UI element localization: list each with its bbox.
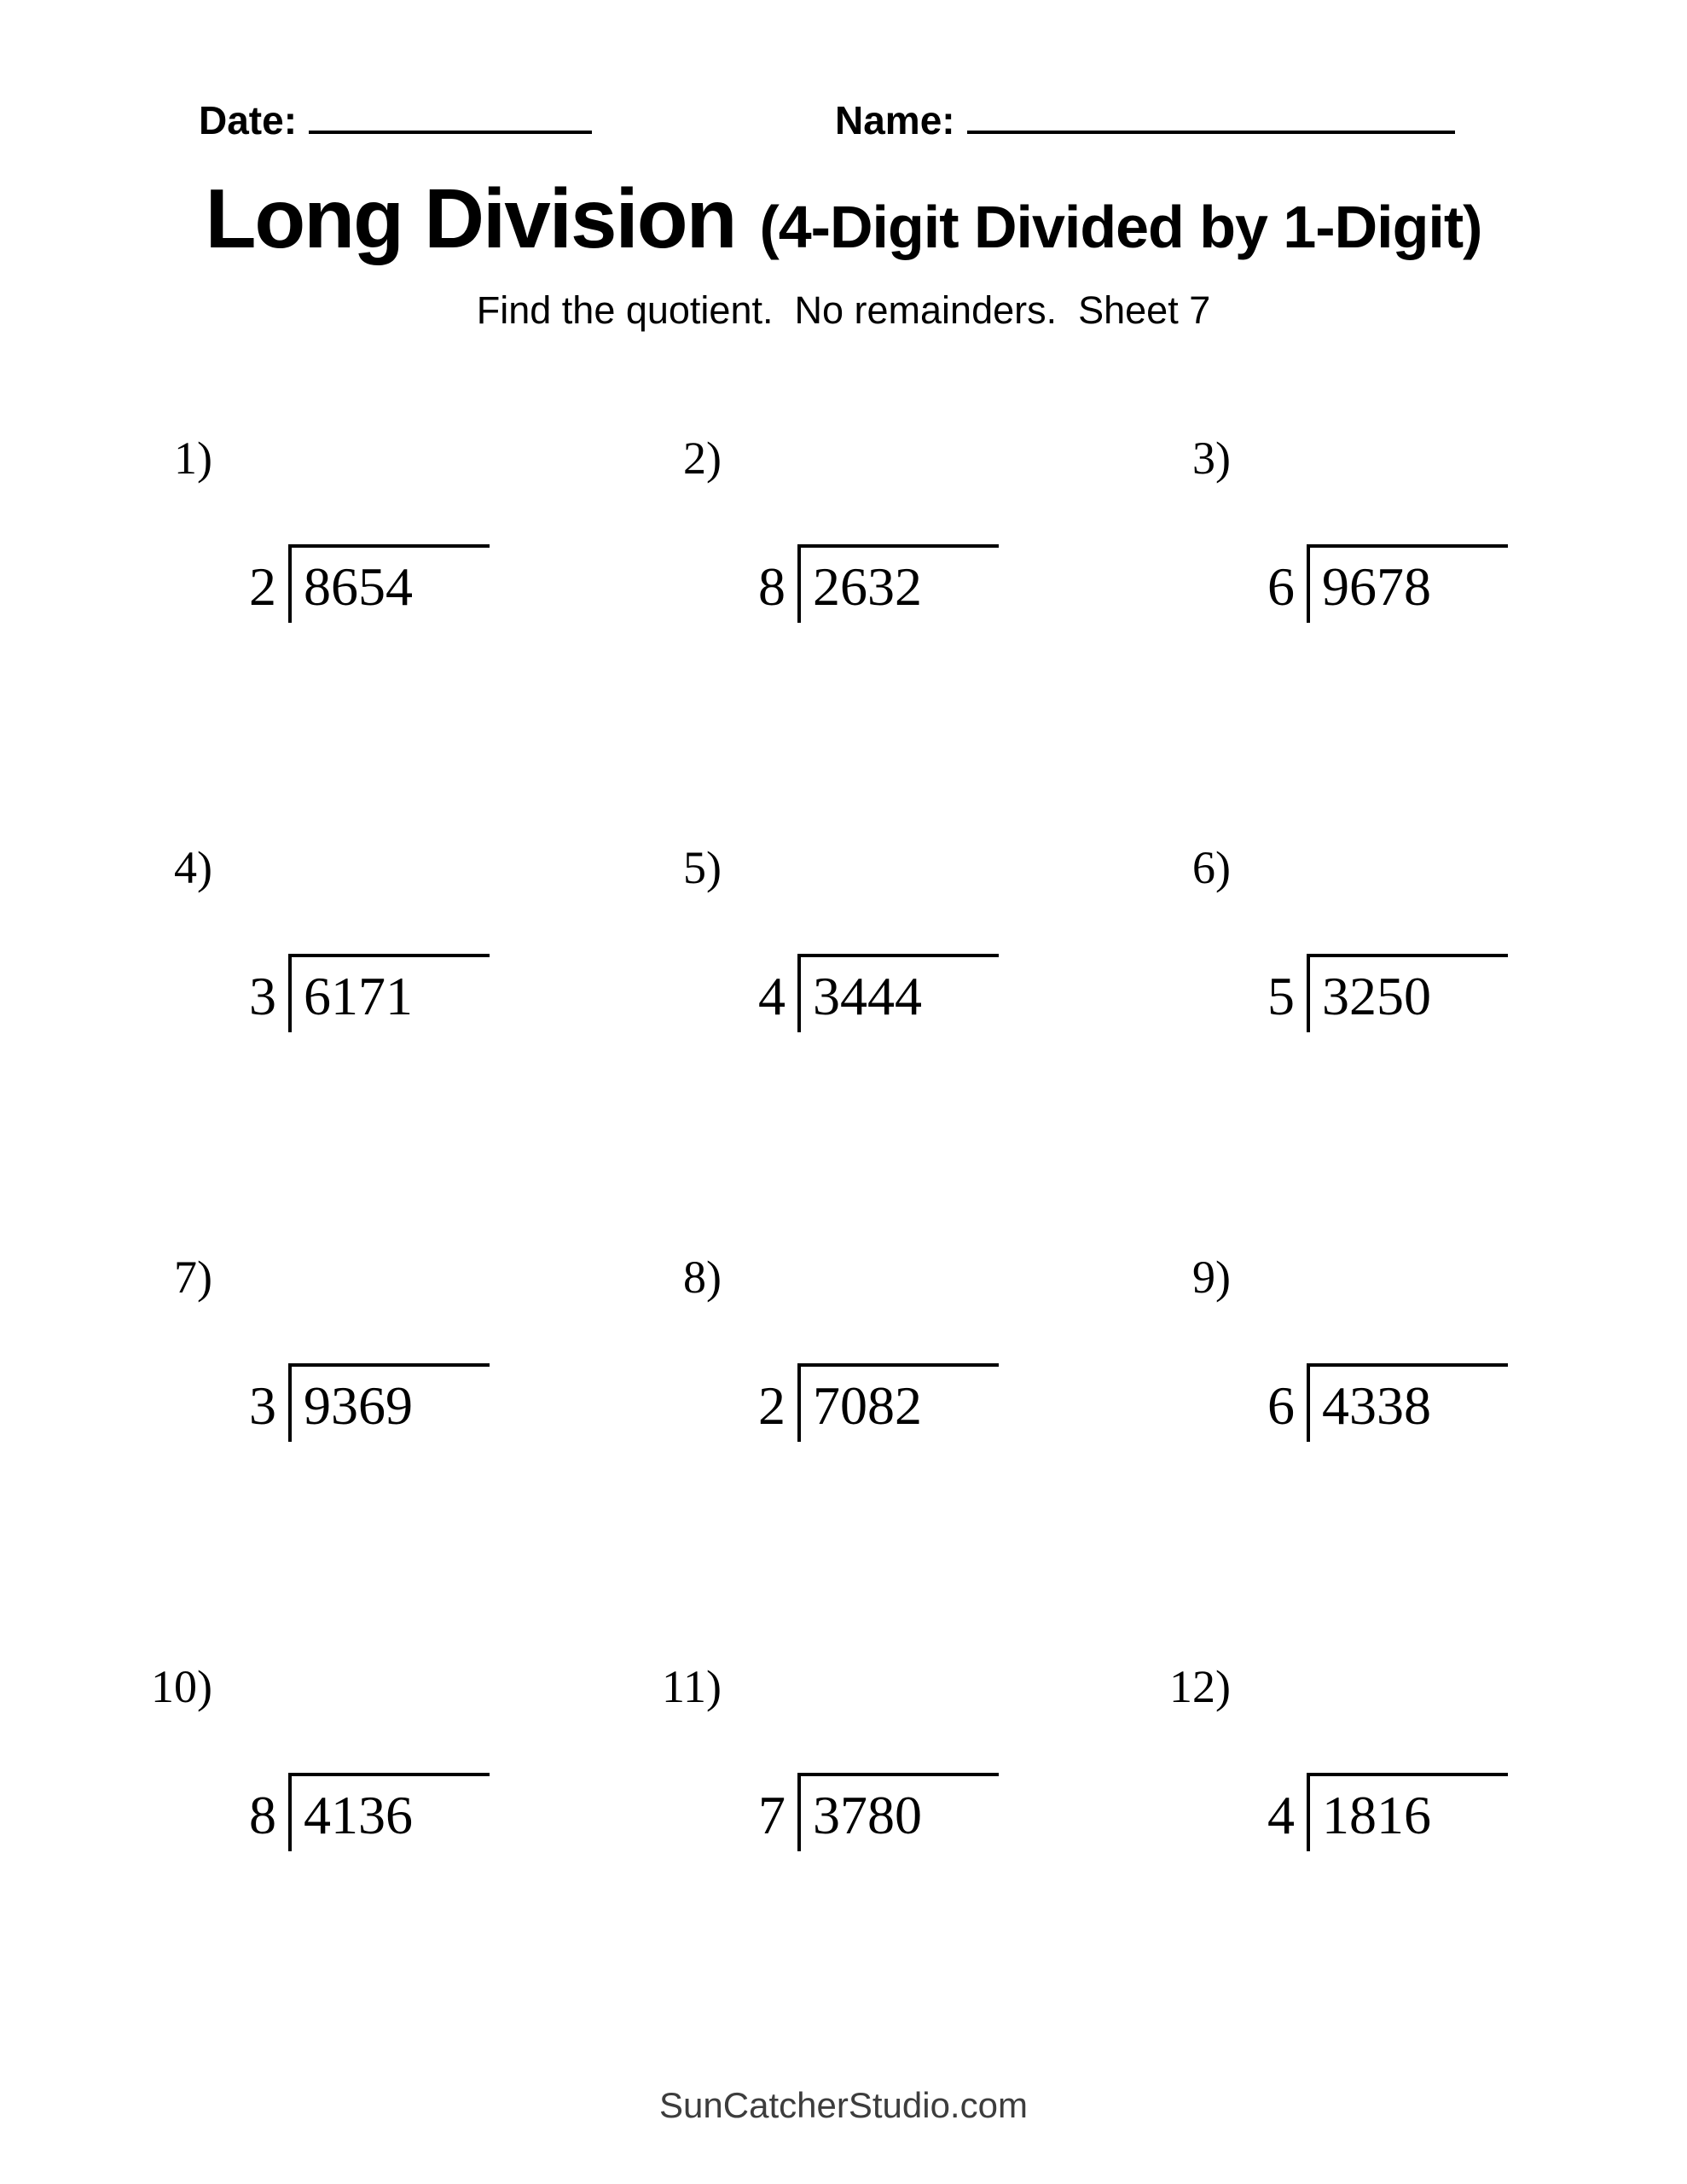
date-blank-line (309, 131, 592, 134)
problem-5 (603, 840, 1112, 1250)
date-field (199, 98, 592, 142)
title-row (0, 171, 1687, 267)
name-field (835, 98, 1455, 142)
problem-number: 3) (1192, 433, 1231, 484)
divisor: 3 (249, 965, 276, 1026)
problem-3 (1112, 431, 1621, 840)
date-label: Date: (199, 98, 298, 142)
problems-grid (94, 431, 1621, 2069)
dividend: 6171 (288, 954, 490, 1032)
dividend: 3444 (797, 954, 999, 1032)
dividend: 1816 (1307, 1773, 1508, 1851)
division-expression (758, 1363, 1112, 1442)
problem-2 (603, 431, 1112, 840)
dividend: 4338 (1307, 1363, 1508, 1442)
problem-12 (1112, 1659, 1621, 2069)
problem-number: 1) (174, 433, 212, 484)
problem-10 (94, 1659, 603, 2069)
problem-number: 11) (662, 1661, 722, 1712)
dividend: 7082 (797, 1363, 999, 1442)
divisor: 4 (758, 965, 786, 1026)
division-expression (249, 544, 603, 623)
problem-9 (1112, 1250, 1621, 1659)
division-expression (249, 1363, 603, 1442)
footer-credit: SunCatcherStudio.com (659, 2085, 1028, 2125)
problem-6 (1112, 840, 1621, 1250)
problem-8 (603, 1250, 1112, 1659)
dividend: 2632 (797, 544, 999, 623)
division-expression (758, 544, 1112, 623)
division-expression (1267, 1363, 1621, 1442)
divisor: 2 (758, 1374, 786, 1436)
problem-number: 7) (174, 1252, 212, 1303)
dividend: 3780 (797, 1773, 999, 1851)
problem-number: 2) (683, 433, 722, 484)
problem-11 (603, 1659, 1112, 2069)
division-expression (249, 1773, 603, 1851)
division-expression (249, 954, 603, 1032)
problem-1 (94, 431, 603, 840)
divisor: 7 (758, 1784, 786, 1845)
dividend: 8654 (288, 544, 490, 623)
problem-4 (94, 840, 603, 1250)
name-label: Name: (835, 98, 955, 142)
problem-number: 8) (683, 1252, 722, 1303)
problem-number: 12) (1169, 1661, 1231, 1712)
division-expression (1267, 1773, 1621, 1851)
division-expression (758, 954, 1112, 1032)
division-expression (1267, 954, 1621, 1032)
divisor: 4 (1267, 1784, 1295, 1845)
division-expression (1267, 544, 1621, 623)
problem-number: 5) (683, 842, 722, 893)
divisor: 3 (249, 1374, 276, 1436)
problem-number: 6) (1192, 842, 1231, 893)
instructions: Find the quotient. No remainders. Sheet 7 (476, 288, 1211, 332)
divisor: 2 (249, 555, 276, 617)
divisor: 6 (1267, 1374, 1295, 1436)
divisor: 8 (758, 555, 786, 617)
divisor: 8 (249, 1784, 276, 1845)
problem-number: 9) (1192, 1252, 1231, 1303)
dividend: 3250 (1307, 954, 1508, 1032)
problem-number: 10) (151, 1661, 212, 1712)
divisor: 6 (1267, 555, 1295, 617)
dividend: 4136 (288, 1773, 490, 1851)
page-title: Long Division (205, 171, 736, 265)
division-expression (758, 1773, 1112, 1851)
problem-number: 4) (174, 842, 212, 893)
name-blank-line (967, 131, 1455, 134)
page-title-suffix: (4-Digit Divided by 1-Digit) (759, 194, 1482, 260)
problem-7 (94, 1250, 603, 1659)
divisor: 5 (1267, 965, 1295, 1026)
dividend: 9678 (1307, 544, 1508, 623)
dividend: 9369 (288, 1363, 490, 1442)
